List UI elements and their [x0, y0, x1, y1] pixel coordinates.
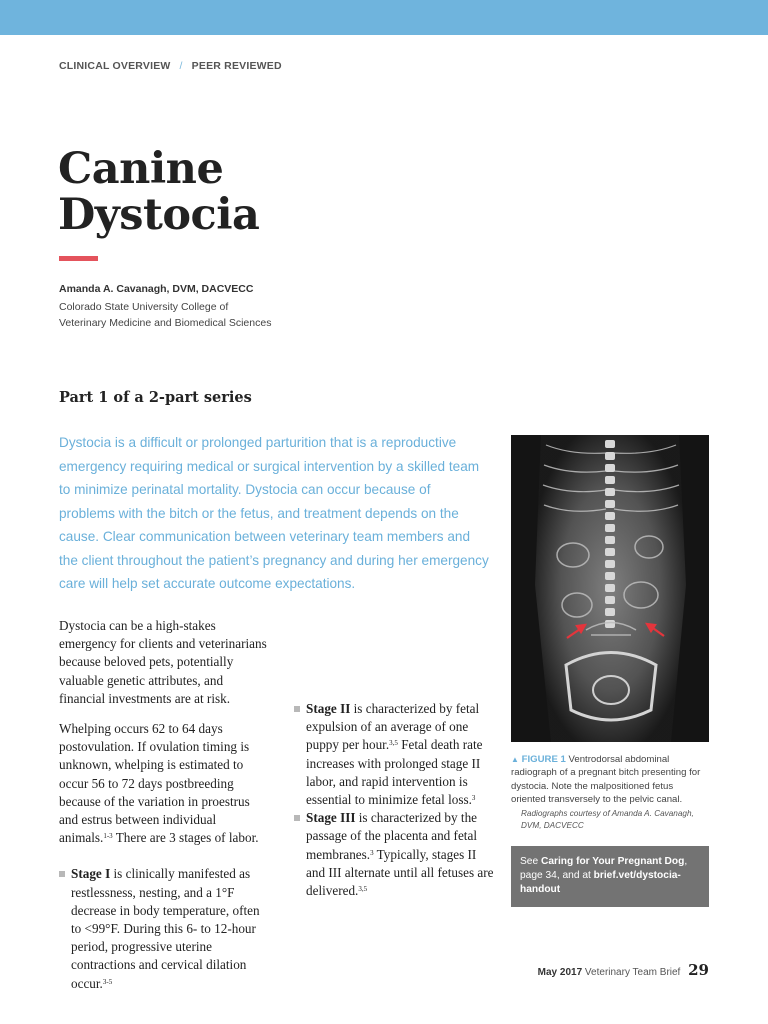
stage-3-text: is characterized by the passage of the placenta and fetal membranes.	[306, 810, 478, 862]
top-color-bar	[0, 0, 768, 35]
article-title	[58, 146, 259, 238]
citation: 3	[471, 794, 476, 803]
p2-text-end: There are 3 stages of labor.	[112, 830, 259, 846]
sidebox-mid: , page 34, and at	[520, 856, 688, 881]
page-footer	[538, 961, 709, 979]
body-column-2	[294, 700, 497, 900]
stage-2-text-continued: Fetal death rate increases with prolonged stage II labor, and rapid intervention is essential to minimize fetal loss.	[306, 737, 483, 808]
body-paragraph-2	[59, 720, 269, 847]
stage-2-text: is characterized by fetal expulsion of an average of one puppy per hour.	[306, 701, 480, 753]
publication-name: Veterinary Team Brief	[584, 967, 681, 978]
issue-date: May 2017	[537, 967, 583, 978]
caption-triangle-icon: ▲	[511, 755, 519, 764]
related-resources-box	[511, 846, 709, 907]
radiograph-image	[511, 435, 709, 742]
stage-2-label: Stage II	[306, 701, 351, 716]
page-number: 29	[688, 961, 709, 979]
citation: 3,5	[358, 885, 368, 894]
stage-3-label: Stage III	[306, 810, 356, 826]
bullet-square-icon	[59, 871, 65, 877]
citation: 3	[370, 848, 374, 857]
body-column-1	[59, 617, 269, 1005]
lead-paragraph: Dystocia is a difficult or prolonged parturition that is a reproductive emergency requiring medical or surgical intervention by a skilled team to minimize perinatal mortality. Dystocia can occur because of problems with the bitch or the fetus, and treatment depends on the cause. Clear communication between veterinary team members and the client throughout the patient’s pregnancy and during her emergency care will help set accurate outcome expectations.	[59, 435, 489, 591]
figure-caption-text: Ventrodorsal abdominal radiograph of a pregnant bitch presenting for dystocia. Note the malpositioned fetus oriented transversely to the pelvic canal.	[511, 754, 701, 806]
series-heading: Part 1 of a 2-part series	[59, 389, 252, 406]
stage-1-text: is clinically manifested as restlessness, nesting, and a 1°F decrease in body temperature, often to <99°F. During this 6- to 12-hour period, progressive uterine contractions and cervical dilation occur.	[71, 866, 260, 991]
p2-text: Whelping occurs 62 to 64 days postovulation. If ovulation timing is unknown, whelping is estimated to occur 56 to 72 days postbreeding because of the variation in proestrus and estrus between individual animals.	[59, 721, 250, 846]
category-label: CLINICAL OVERVIEW	[59, 60, 171, 72]
body-paragraph-1: Dystocia can be a high-stakes emergency for clients and veterinarians because beloved pets, potentially valuable genetic attributes, and financial investments are at risk.	[59, 618, 267, 706]
author-name: Amanda A. Cavanagh, DVM, DACVECC	[59, 283, 254, 295]
sidebox-pre: See	[520, 856, 541, 867]
citation: 3,5	[389, 739, 398, 748]
stage-1-bullet	[59, 865, 269, 992]
review-label: PEER REVIEWED	[191, 60, 282, 72]
title-line-2: Dystocia	[58, 190, 260, 240]
affiliation-line-2: Veterinary Medicine and Biomedical Sciences	[59, 317, 272, 329]
bullet-square-icon	[294, 706, 300, 712]
citation: 1-3	[103, 832, 113, 841]
pregnant-dog-link[interactable]: Caring for Your Pregnant Dog	[540, 856, 685, 867]
stage-3-text-continued: Typically, stages II and III alternate until all fetuses are delivered.	[306, 846, 494, 899]
title-line-1: Canine	[58, 144, 224, 194]
citation: 3-5	[102, 977, 113, 986]
stage-2-bullet	[294, 700, 497, 809]
bullet-square-icon	[294, 815, 300, 821]
section-kicker	[59, 60, 282, 72]
stage-1-label: Stage I	[71, 866, 111, 882]
title-accent-rule	[59, 256, 98, 261]
kicker-separator: /	[179, 60, 183, 72]
stage-3-bullet	[294, 809, 497, 900]
dystocia-handout-link[interactable]: brief.vet/dystocia-handout	[520, 870, 681, 895]
figure-credit: Radiographs courtesy of Amanda A. Cavanagh, DVM, DACVECC	[521, 809, 694, 830]
figure-caption	[511, 753, 709, 807]
radiograph-illustration	[511, 435, 709, 742]
affiliation-line-1: Colorado State University College of	[59, 301, 229, 313]
figure-label: FIGURE 1	[521, 754, 566, 765]
author-affiliation	[59, 299, 319, 331]
